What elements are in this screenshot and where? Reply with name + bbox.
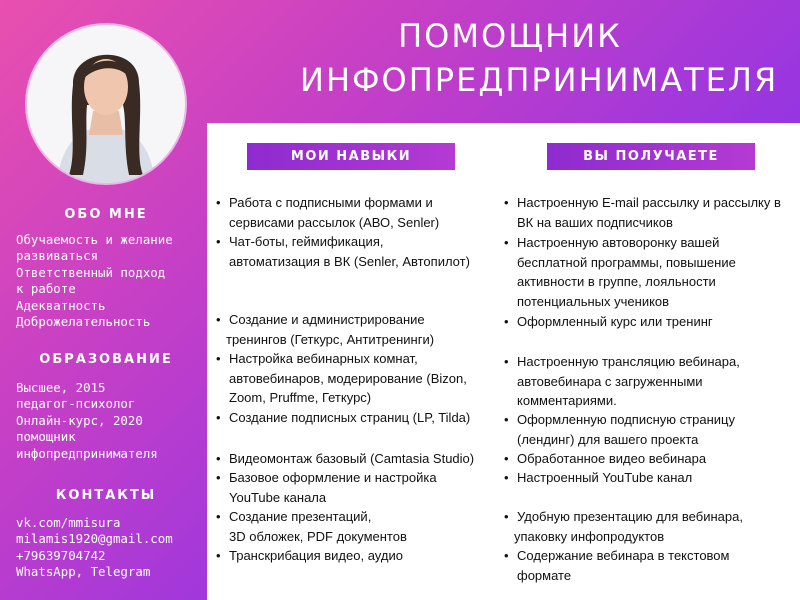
skill-item: • Создание и администрирование тренингов (Геткурс, Антитренинги) [216,312,435,347]
benefit-item: • Удобную презентацию для вебинара, упаковку инфопродуктов [504,509,743,544]
benefit-item: • Настроенную автоворонку вашей бесплатной программы, повышение активности в группе, лояльности потенциальных учеников [504,235,736,309]
education-line: помощник [16,429,76,445]
benefits-heading: ВЫ ПОЛУЧАЕТЕ [547,143,755,170]
contact-messengers: WhatsApp, Telegram [16,564,151,580]
skill-item: • Базовое оформление и настройка YouTube канала [216,470,437,505]
skill-item: • Транскрибация видео, аудио [216,548,403,563]
contact-phone[interactable]: +79639704742 [16,547,106,563]
skill-item: • Создание подписных страниц (LP, Tilda) [216,410,471,425]
contact-vk[interactable]: vk.com/mmisura [16,515,121,530]
benefit-item: • Обработанное видео вебинара [504,451,707,466]
benefit-item: • Оформленный курс или тренинг [504,314,713,329]
about-line: развиваться [16,248,99,264]
education-line: Высшее, 2015 [16,380,106,395]
contact-email[interactable]: milamis1920@gmail.com [16,531,173,547]
about-line: Ответственный подход [16,264,166,280]
title-line-2: ИНФОПРЕДПРИНИМАТЕЛЯ [300,61,779,99]
benefit-item: • Настроенный YouTube канал [504,470,693,485]
about-line: Обучаемость и желание [16,232,173,247]
education-line: Онлайн-курс, 2020 [16,412,143,428]
education-line: инфопредпринимателя [16,445,158,461]
skill-item: • Чат-боты, геймификация, автоматизация в ВК (Senler, Автопилот) [216,234,470,269]
about-heading: ОБО МНЕ [64,207,148,222]
benefit-item: • Оформленную подписную страницу (лендинг) для вашего проекта [504,412,735,447]
skills-heading: МОИ НАВЫКИ [247,143,455,170]
profile-photo-graphic [27,25,185,183]
benefit-item: • Настроенную трансляцию вебинара, автовебинара с загруженными комментариями. [504,354,740,408]
profile-photo [27,25,185,183]
page-title [300,14,779,102]
contacts-list [16,515,173,581]
education-heading: ОБРАЗОВАНИЕ [39,352,173,367]
contacts-heading: КОНТАКТЫ [55,488,157,503]
skill-item: • Работа с подписными формами и сервисами рассылок (АВО, Senler) [216,195,440,230]
about-line: к работе [16,281,76,297]
education-list [16,380,158,462]
content-panel [207,123,800,600]
benefit-item: • Настроенную E-mail рассылку и рассылку в ВК на ваших подписчиков [504,195,781,230]
about-line: Адекватность [16,297,106,313]
benefit-item: • Содержание вебинара в текстовом формате [504,548,730,583]
skill-item: • Настройка вебинарных комнат, автовебинаров, модерирование (Bizon, Zoom, Pruffme, Геткурс) [216,351,467,405]
title-line-1: ПОМОЩНИК [398,17,622,55]
about-list [16,232,173,330]
education-line: педагог-психолог [16,396,136,412]
skill-item: • Создание презентаций, 3D обложек, PDF документов [216,509,407,544]
about-line: Доброжелательность [16,314,151,330]
skill-item: • Видеомонтаж базовый (Camtasia Studio) [216,451,475,466]
